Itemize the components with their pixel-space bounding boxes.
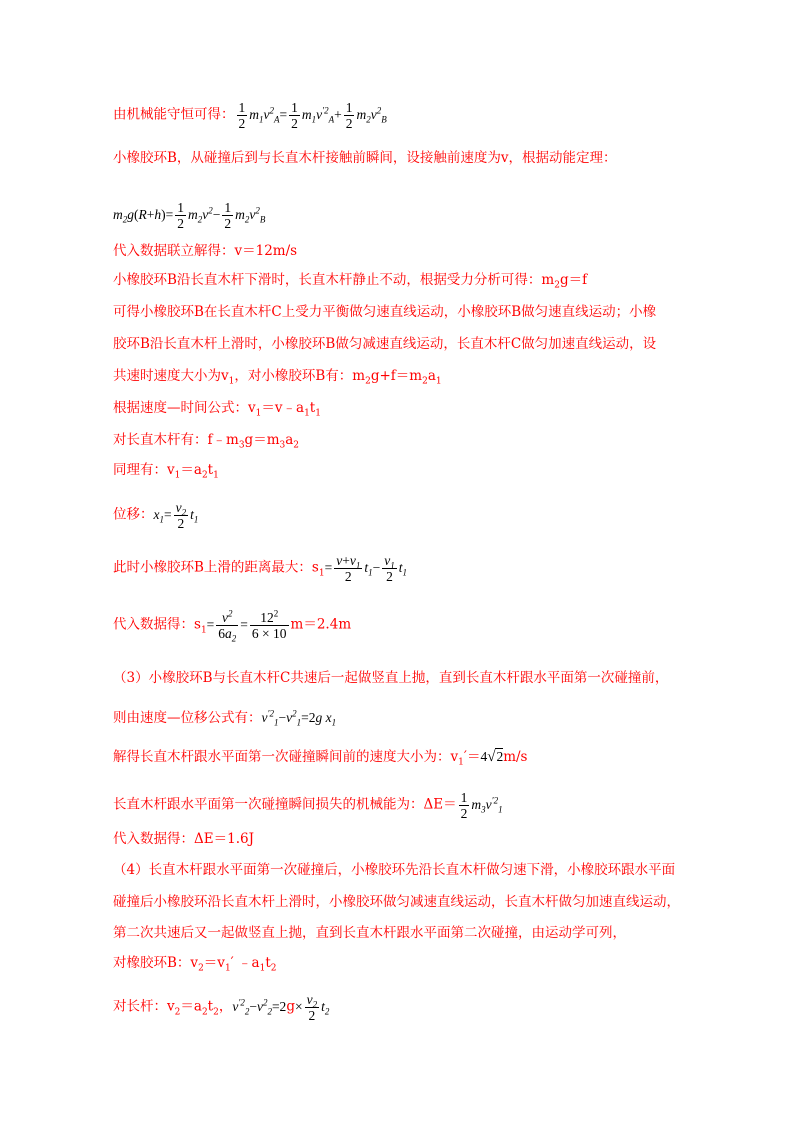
part4-line-3: 第二次共速后又一起做竖直上抛，直到长直木杆跟水平面第二次碰撞，由运动学可列， [113, 925, 626, 941]
part3-heading: （3）小橡胶环B与长直木杆C共速后一起做竖直上抛，直到长直木杆跟水平面第一次碰撞前， [113, 670, 669, 686]
substitute-line: 代入数据得：$s_1=$ $\frac{v^2}{6a_2}$ = $\frac{12^2}{6 \times 10}$ m＝2.4m [113, 608, 352, 644]
energy-result-line: 代入数据得：ΔE＝1.6J [113, 831, 254, 847]
long-rod-line: 对长杆：$v_2=a_2t_2$，$v^{'2}_2-v^2_2=2g\times$ $\frac{v_2}{2}$ $t_2$ [113, 992, 330, 1023]
paragraph-line-3: 共速时速度大小为$v_1$，对小橡胶环B有：$m_2g+f=m_2a_1$ [113, 368, 442, 387]
result-v: 代入数据联立解得：v＝12m/s [113, 243, 298, 259]
max-distance-line: 此时小橡胶环B上滑的距离最大：$s_1=$ $\frac{v+v_1}{2}$ $t_1-$ $\frac{v_1}{2}$ $t_1$ [113, 553, 407, 584]
formula: $\frac{1}{2}$ $m_1v^2_A=$ $\frac{1}{2}$ $m_1v^{'2}_A+$ $\frac{1}{2}$ $m_2v^2_B$ [238, 100, 387, 131]
slide-down-line: 小橡胶环B沿长直木杆下滑时，长直木杆静止不动，根据受力分析可得：$m_2g=f$ [113, 272, 588, 291]
part4-line-2: 碰撞后小橡胶环沿长直木杆上滑时，小橡胶环做匀减速直线运动，长直木杆做匀加速直线运动， [113, 894, 680, 910]
text: 由机械能守恒可得： [113, 106, 235, 123]
energy-conservation-line [113, 100, 387, 131]
paragraph-line-1: 可得小橡胶环B在长直木杆C上受力平衡做匀速直线运动，小橡胶环B做匀速直线运动；小橡 [113, 304, 657, 320]
displacement-line: 位移：$x_1=$ $\frac{v_2}{2}$ $t_1$ [113, 500, 199, 531]
rod-force-line: 对长直木杆有：$f﹣m_3g=m_3a_2$ [113, 432, 300, 451]
velocity-displacement-line: 则由速度—位移公式有：$v^{'2}_1-v^2_1=2g$ $x_1$ [113, 708, 337, 728]
kinetic-energy-formula: $m_2g(R+h)=$ $\frac{1}{2}$ $m_2v^2-$ $\frac{1}{2}$ $m_2v^2_B$ [113, 200, 266, 231]
velocity-time-line: 根据速度—时间公式：$v_1=v﹣a_1t_1$ [113, 400, 321, 419]
ring-b-line: 对橡胶环B：$v_2=v_1'$ $﹣a_1t_2$ [113, 955, 277, 974]
part4-line-1: （4）长直木杆跟水平面第一次碰撞后，小橡胶环先沿长直木杆做匀速下滑，小橡胶环跟水平面 [113, 862, 676, 878]
collision-speed-line: 解得长直木杆跟水平面第一次碰撞瞬间前的速度大小为：$v_1'=4√2m/s$ [113, 749, 528, 768]
similarly-line: 同理有：$v_1=a_2t_1$ [113, 462, 219, 481]
theorem-text: 小橡胶环B，从碰撞后到与长直木杆接触前瞬间，设接触前速度为v，根据动能定理： [113, 150, 617, 166]
paragraph-line-2: 胶环B沿长直木杆上滑时，小橡胶环B做匀减速直线运动，长直木杆C做匀加速直线运动，设 [113, 336, 657, 352]
energy-loss-line: 长直木杆跟水平面第一次碰撞瞬间损失的机械能为：ΔE＝ $\frac{1}{2}$ $m_3v^{'2}_1$ [113, 790, 503, 821]
